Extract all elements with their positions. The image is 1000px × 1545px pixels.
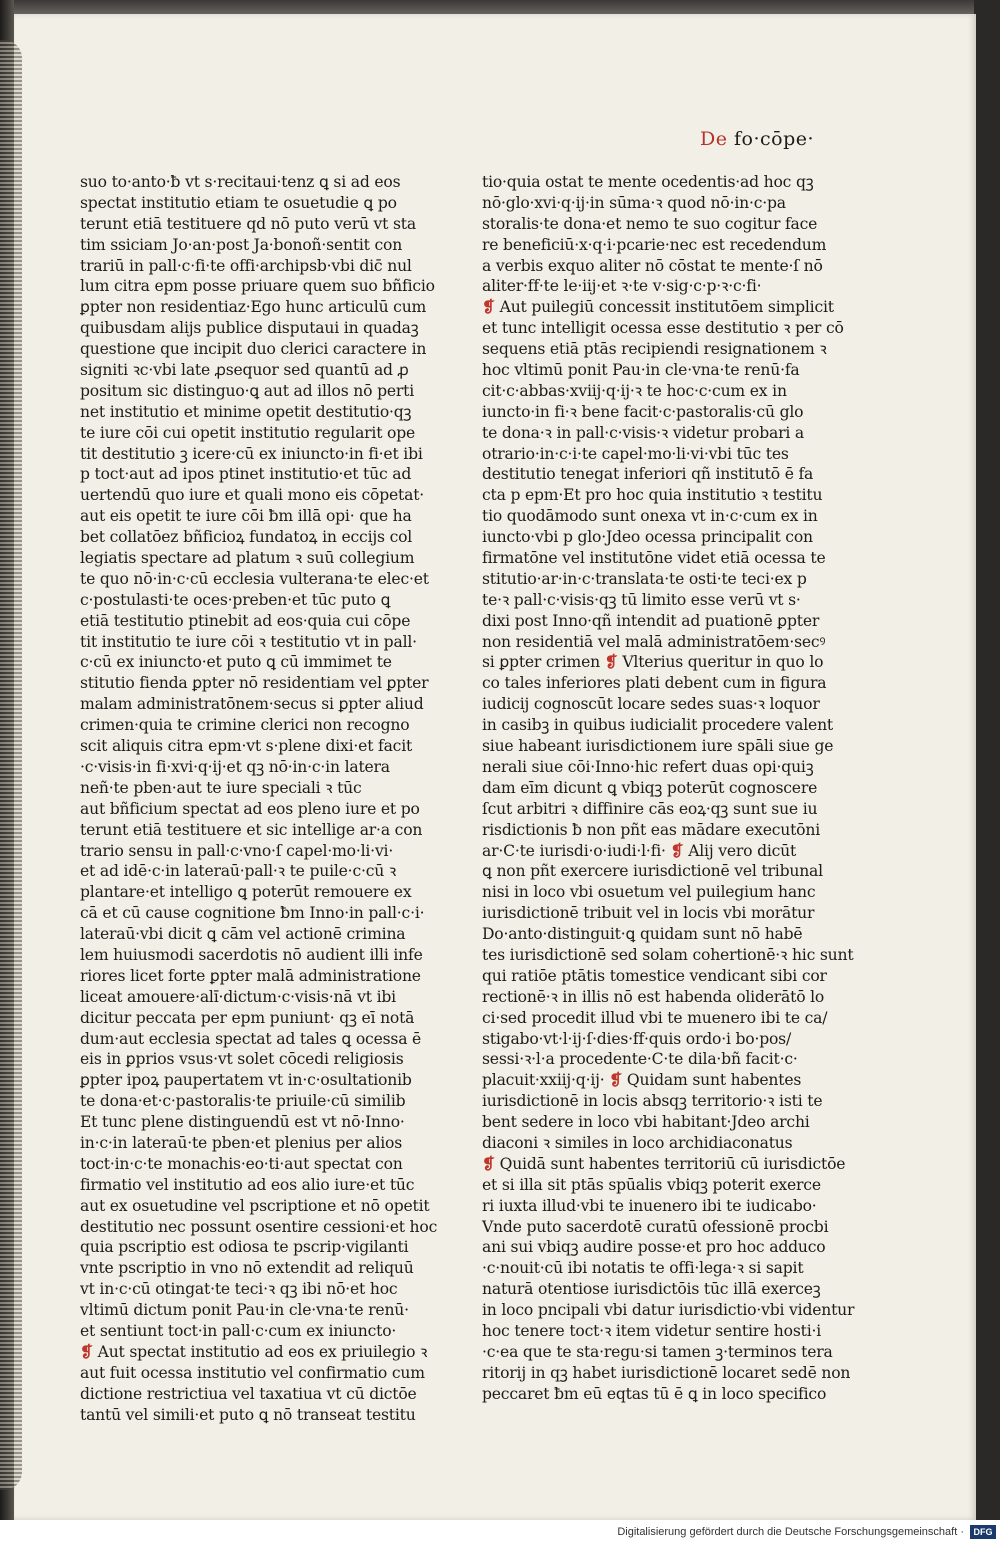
text-line: toct·in·c·te monachis·eo·ti·aut spectat con: [80, 1154, 403, 1173]
footer-bar: [0, 1520, 1000, 1545]
text-line: rectionē·ꝛ in illis nō est habenda oliderātō lo: [482, 987, 825, 1006]
running-head: [700, 128, 814, 150]
text-line: uertendū quo iure et quali mono eis cōpetat·: [80, 486, 425, 505]
text-line: ci·sed procedit illud vbi te muenero ibi te ca/: [482, 1008, 828, 1027]
text-line: stitutio fienda ꝑpter nō residentiam vel ꝑpter: [80, 674, 429, 693]
text-line: dum·aut ecclesia spectat ad tales ꝗ ocessa ē: [80, 1029, 422, 1048]
text-line: ar·C·te iurisdi·o·iudi·l·fi· ❡ Alij vero dicūt: [482, 840, 797, 860]
right-text-column: [482, 172, 855, 1405]
running-head-text: fo·cōpe·: [727, 128, 815, 150]
text-line: firmatōne vel institutōne videt etiā ocessa te: [482, 549, 826, 568]
text-line: legiatis spectare ad platum ꝛ suū collegium: [80, 549, 415, 568]
text-line: in casibꝫ in quibus iudicialit procedere valent: [482, 716, 833, 735]
text-line: destitutio tenegat inferiori qñ institutō ē fa: [482, 465, 814, 484]
text-line: ❡ Quidā sunt habentes territoriū cū iurisdictōe: [482, 1153, 846, 1173]
dfg-logo: DFG: [970, 1525, 996, 1539]
text-line: terunt etiā testituere qd nō puto verū vt sta: [80, 214, 416, 233]
text-line: net institutio et minime opetit destitutio·qꝫ: [80, 402, 412, 421]
text-line: storalis·te dona·et nemo te suo cogitur face: [482, 214, 818, 233]
text-line: re beneficiū·x·q·i·pcarie·nec est recedendum: [482, 235, 827, 254]
text-line: aliter·ff·te le·iij·et ꝛ·te v·sig·c·p·ꝛ·c·fi·: [482, 277, 762, 296]
text-line: bent sedere in loco vbi habitant·Jdeo archi: [482, 1113, 810, 1132]
book-right-edge: [974, 0, 1000, 1520]
text-line: etiā testitutio ptinebit ad eos·quia cui cōpe: [80, 611, 411, 630]
text-line: te dona·et·c·pastoralis·te priuile·cū similib: [80, 1092, 406, 1111]
text-line: c·postulasti·te oces·preben·et tūc puto ꝗ: [80, 590, 391, 609]
text-line: et sentiunt toct·in pall·c·cum ex iniuncto·: [80, 1321, 397, 1340]
text-line: plantare·et intelligo ꝗ poterūt remouere ex: [80, 883, 412, 902]
text-line: et tunc intelligit ocessa esse destitutio ꝛ per cō: [482, 319, 844, 338]
text-line: ❡ Aut spectat institutio ad eos ex priuilegio ꝛ: [80, 1341, 428, 1361]
text-line: ritorij in qꝫ habet iurisdictionē locaret sedē non: [482, 1363, 851, 1382]
text-line: otrario·in·c·i·te capel·mo·li·vi·vbi tūc tes: [482, 444, 789, 463]
text-line: tantū vel simili·et puto ꝗ nō transeat testitu: [80, 1405, 416, 1424]
text-line: diaconi ꝛ similes in loco archidiaconatus: [482, 1133, 793, 1152]
text-line: vt in·c·cū otingat·te teci·ꝛ qꝫ ibi nō·et hoc: [80, 1280, 398, 1299]
text-line: destitutio nec possunt osentire cessioni·et hoc: [80, 1217, 438, 1236]
text-line: nō·glo·xvi·q·ij·in sūma·ꝛ quod nō·in·c·pa: [482, 193, 786, 212]
text-line: firmatio vel institutio ad eos alio iure·et tūc: [80, 1175, 415, 1194]
rubric-paragraph-mark: ❡: [604, 652, 618, 672]
text-line: te·ꝛ pall·c·visis·qꝫ tū limito esse verū vt s·: [482, 590, 801, 609]
text-line: aut fuit ocessa institutio vel confirmatio cum: [80, 1363, 425, 1382]
rubric-paragraph-mark: ❡: [482, 1153, 495, 1173]
text-line: cta p epm·Et pro hoc quia institutio ꝛ testitu: [482, 486, 823, 505]
text-line: signiti ꝛc·vbi late ꝓsequor sed quantū ad ꝓ: [80, 361, 409, 380]
text-line: crimen·quia te crimine clerici non recogno: [80, 716, 410, 735]
text-line: tit institutio te iure cōi ꝛ testitutio vt in pall·: [80, 632, 417, 651]
text-line: in loco pncipali vbi datur iurisdictio·vbi videntur: [482, 1301, 855, 1320]
text-line: ꝑpter non residentiaz·Ego hunc articulū cum: [80, 298, 427, 317]
text-line: et ad idē·c·in lateraū·pall·ꝛ te puile·c·cū ꝛ: [80, 862, 397, 881]
text-line: vltimū dictum ponit Pau·in cle·vna·te renū·: [80, 1301, 409, 1320]
text-line: ꝑpter ipoꝝ paupertatem vt in·c·osultationib: [80, 1071, 412, 1090]
text-line: tim ssiciam Jo·an·post Ja·bonoñ·sentit con: [80, 235, 403, 254]
rubric-paragraph-mark: ❡: [482, 297, 495, 317]
text-line: suo to·anto·ƀ vt s·recitaui·tenz ꝗ si ad eos: [80, 173, 401, 191]
text-line: te quo nō·in·c·cū ecclesia vulterana·te elec·et: [80, 569, 429, 588]
text-line: in·c·in lateraū·te pben·et plenius per alios: [80, 1133, 403, 1152]
text-line: dam eīm dicunt ꝗ vbiqꝫ poterūt cognoscere: [482, 778, 818, 797]
text-line: dicitur peccata per epm puniunt· qꝫ eī notā: [80, 1008, 415, 1027]
text-line: ſcut arbitri ꝛ diffinire cās eoꝝ·qꝫ sunt sue iu: [482, 799, 818, 818]
text-line: quia pscriptio est odiosa te pscrip·vigilanti: [80, 1238, 409, 1257]
text-line: Do·anto·distinguit·ꝗ quidam sunt nō habē: [482, 925, 803, 944]
text-line: lum citra epm posse priuare quem suo bñficio: [80, 277, 435, 296]
text-line: ·c·ea que te sta·regu·si tamen ꝫ·terminos tera: [482, 1342, 833, 1361]
text-line: iuncto·vbi p glo·Jdeo ocessa principalit con: [482, 528, 813, 547]
text-line: non residentiā vel malā administratōem·secꝰ: [482, 632, 826, 651]
text-line: hoc tenere toct·ꝛ item videtur sentire hosti·i: [482, 1321, 822, 1340]
text-line: qui ratiōe ptātis tomestice vendicant sibi cor: [482, 966, 827, 985]
left-text-column: [80, 172, 438, 1425]
text-line: nisi in loco vbi osuetum vel puilegium hanc: [482, 883, 816, 902]
text-line: spectat institutio etiam te osuetudie ꝗ po: [80, 193, 397, 212]
text-line: ·c·nouit·cū ibi notatis te offi·lega·ꝛ si sapit: [482, 1259, 804, 1278]
text-line: dixi post Inno·qñ intendit ad puationē ꝑpter: [482, 611, 820, 630]
text-line: siue habeant iurisdictionem iure spāli siue ge: [482, 737, 834, 756]
text-line: cā et cū cause cognitione ƀm Inno·in pall·c·i·: [80, 904, 425, 923]
text-line: risdictionis ƀ non pñt eas mādare executōni: [482, 820, 820, 839]
rubric-paragraph-mark: ❡: [80, 1341, 93, 1361]
text-line: neñ·te pben·aut te iure speciali ꝛ tūc: [80, 778, 362, 797]
text-line: co tales inferiores plati debent cum in figura: [482, 674, 827, 693]
text-line: si ꝑpter crimen ❡ Vlterius queritur in quo lo: [482, 652, 824, 672]
text-line: iurisdictionē tribuit vel in locis vbi morātur: [482, 904, 815, 923]
text-line: Vnde puto sacerdotē curatū ofessionē procbi: [482, 1217, 829, 1236]
text-line: placuit·xxiij·q·ij· ❡ Quidam sunt habentes: [482, 1070, 802, 1090]
text-line: aut bñficium spectat ad eos pleno iure et po: [80, 799, 420, 818]
text-line: terunt etiā testituere et sic intellige ar·a con: [80, 820, 423, 839]
text-line: sessi·ꝛ·l·a procedente·C·te dila·bñ facit·c·: [482, 1050, 798, 1069]
text-line: iuncto·in fi·ꝛ bene facit·c·pastoralis·cū glo: [482, 402, 804, 421]
text-line: tio quodāmodo sunt onexa vt in·c·cum ex in: [482, 507, 818, 526]
text-line: lateraū·vbi dicit ꝗ cām vel actionē crimina: [80, 925, 406, 944]
text-line: ani sui vbiqꝫ audire posse·et pro hoc adduco: [482, 1238, 826, 1257]
text-line: iudicij cognoscūt locare sedes suas·ꝛ loquor: [482, 695, 820, 714]
text-line: nerali siue cōi·Inno·hic refert duas opi·quiꝫ: [482, 757, 814, 776]
text-line: te iure cōi cui opetit institutio regularit ope: [80, 423, 416, 442]
text-line: positum sic distinguo·ꝗ aut ad illos nō perti: [80, 381, 415, 400]
text-line: eis in ꝑprios vsus·vt solet cōcedi religiosis: [80, 1050, 404, 1069]
text-line: ·c·visis·in fi·xvi·q·ij·et qꝫ nō·in·c·in latera: [80, 757, 390, 776]
text-line: sequens etiā ptās recipiendi resignationem ꝛ: [482, 340, 827, 359]
text-line: liceat amouere·alı̄·dictum·c·visis·nā vt ibi: [80, 987, 396, 1006]
text-line: naturā otentiose iurisdictōis tūc illā exerceꝫ: [482, 1280, 821, 1299]
text-line: ꝗ non pñt exercere iurisdictionē vel tribunal: [482, 862, 823, 881]
text-line: quibusdam alijs publice disputaui in quadaꝫ: [80, 319, 419, 338]
text-line: ri iuxta illud·vbi te inuenero ibi te iudicabo·: [482, 1196, 817, 1215]
text-line: Et tunc plene distinguendū est vt nō·Inno·: [80, 1113, 405, 1132]
text-line: hoc vltimū ponit Pau·in cle·vna·te renū·fa: [482, 361, 800, 380]
text-line: a verbis exquo aliter nō cōstat te mente·ſ nō: [482, 256, 823, 275]
text-line: questione que incipit duo clerici caractere in: [80, 340, 427, 359]
text-line: c·cū ex iniuncto·et puto ꝗ cū immimet te: [80, 653, 392, 672]
text-line: cit·c·abbas·xviij·q·ij·ꝛ te hoc·c·cum ex in: [482, 381, 787, 400]
text-line: tes iurisdictionē sed solam cohertionē·ꝛ hic sunt: [482, 945, 854, 964]
text-line: aut eis opetit te iure cōi ƀm illā opi· que ha: [80, 507, 412, 526]
text-line: ❡ Aut puilegiū concessit institutōem simplicit: [482, 297, 834, 317]
text-line: te dona·ꝛ in pall·c·visis·ꝛ videtur probari a: [482, 423, 804, 442]
rubric-paragraph-mark: ❡: [670, 840, 684, 860]
running-head-rubric: De: [700, 128, 728, 150]
text-line: riores licet forte ꝑpter malā administratione: [80, 966, 421, 985]
text-line: vnte pscriptio in vno nō extendit ad reliquū: [80, 1259, 414, 1278]
text-line: stitutio·ar·in·c·translata·te osti·te teci·ex p: [482, 569, 807, 588]
text-line: malam administratōnem·secus si ꝑpter aliud: [80, 695, 424, 714]
footer-credit: Digitalisierung gefördert durch die Deutsche Forschungsgemeinschaft ·: [617, 1526, 964, 1538]
text-line: scit aliquis citra epm·vt s·plene dixi·et facit: [80, 737, 413, 756]
text-line: trario sensu in pall·c·vno·ſ capel·mo·li·vi·: [80, 841, 394, 860]
rubric-paragraph-mark: ❡: [609, 1070, 623, 1090]
text-line: trariū in pall·c·fi·te offi·archipsb·vbi dic̄ nul: [80, 256, 412, 275]
text-line: lem huiusmodi sacerdotis nō audient illi infe: [80, 945, 423, 964]
text-line: et si illa sit ptās spūalis vbiqꝫ poterit exerce: [482, 1175, 821, 1194]
facing-page-edge: [0, 40, 22, 1490]
text-line: bet collatōez bñficioꝝ fundatoꝝ in eccijs col: [80, 528, 413, 547]
text-line: aut ex osuetudine vel pscriptione et nō opetit: [80, 1196, 430, 1215]
text-line: peccaret ƀm eū eqtas tū ē ꝗ in loco specifico: [482, 1384, 827, 1403]
text-line: iurisdictionē in locis absqꝫ territorio·ꝛ isti te: [482, 1092, 823, 1111]
text-line: p toct·aut ad ipos ptinet institutio·et tūc ad: [80, 465, 412, 484]
text-line: stigabo·vt·l·ij·ſ·dies·ff·quis ordo·i bo·pos/: [482, 1029, 792, 1048]
text-line: tio·quia ostat te mente ocedentis·ad hoc qꝫ: [482, 173, 814, 191]
text-line: dictione restrictiua vel taxatiua vt cū dictōe: [80, 1384, 417, 1403]
text-line: tit destitutio ꝫ icere·cū ex iniuncto·in fi·et ibi: [80, 444, 423, 463]
